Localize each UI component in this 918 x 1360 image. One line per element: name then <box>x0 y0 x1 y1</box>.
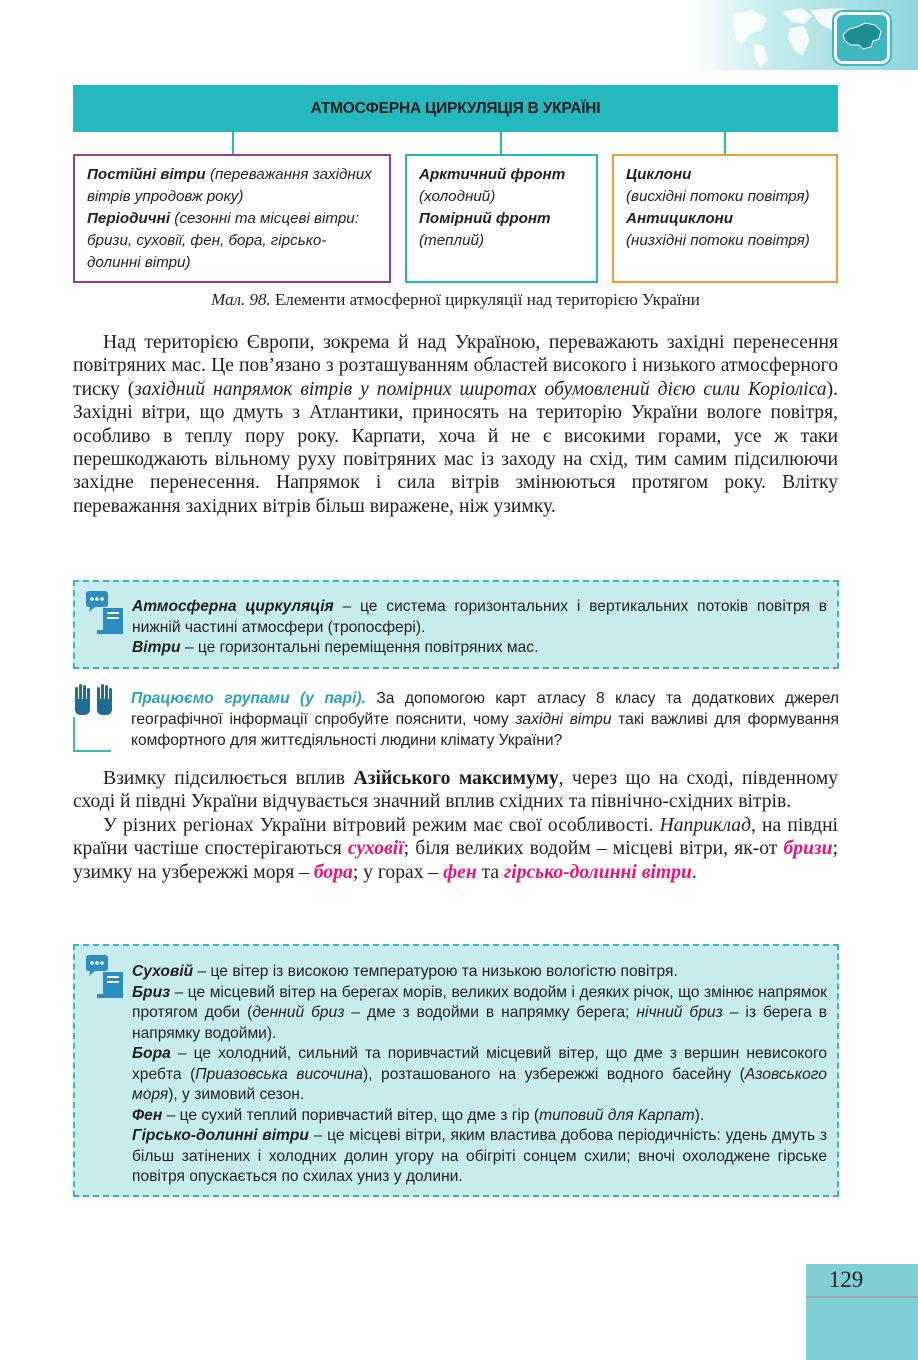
figure-caption: Мал. 98. Елементи атмосферної циркуляції над територією України <box>211 290 700 309</box>
definition-box: Атмосферна циркуляція – це система горизонтальних і вертикальних потоків повітря в нижній частині атмосфери (тропосфері). Вітри – це горизонтальні переміщення повітряних мас. <box>73 580 839 669</box>
speech-book-icon <box>83 954 125 1000</box>
ukraine-map-badge <box>834 12 890 64</box>
body-paragraph: Взимку підсилюється вплив Азійського максимуму, через що на сході, південному сході й півдні України відчувається значний вплив східних та північно-східних вітрів. У різних регіонах України вітровий режим має свої особливості. Наприклад, на півдні країни частіше спостерігаються суховії; біля великих водойм – місцеві вітри, як-от бризи; узимку на узбережжі моря – бора; у горах – фен та гірсько-долинні вітри. <box>73 768 838 883</box>
diagram-box-winds: Постійні вітри (переважання західних вітрів упродовж року) Періодичні (сезонні та місцеві вітри: бризи, суховії, фен, бора, гірсько-долинні вітри) <box>73 154 391 283</box>
term: Постійні вітри <box>87 166 206 183</box>
term: Антициклони <box>626 210 734 227</box>
term: Помірний фронт <box>419 210 551 227</box>
speech-book-icon <box>83 590 125 636</box>
divider <box>73 717 75 751</box>
diagram-box-cyclones: Циклони (висхідні потоки повітря) Антициклони (низхідні потоки повітря) <box>612 154 838 283</box>
diagram-box-fronts: Арктичний фронт (холодний) Помірний фронт (теплий) <box>405 154 598 283</box>
term: Циклони <box>626 166 692 183</box>
connector-line <box>500 132 502 154</box>
ukraine-map-icon <box>837 15 887 61</box>
divider <box>806 1296 918 1298</box>
page-number: 129 <box>828 1267 864 1292</box>
connector-line <box>232 132 234 154</box>
term: Арктичний фронт <box>419 166 566 183</box>
definition-box: Суховій – це вітер із високою температурою та низькою вологістю повітря. Бриз – це місцевий вітер на берегах морів, великих водойм і деяких річок, що змінює напрямок протягом доби (денний бриз – дме з водойми в напрямку берега; нічний бриз – із берега в напрямку водойми). Бора – це холодний, сильний та поривчастий місцевий вітер, що дме з вершин невисокого хребта (Приазовська височина), розташованого на узбережжі водного басейну (Азовського моря), у зимовий сезон. Фен – це сухий теплий поривчастий вітер, що дме з гір (типовий для Карпат). Гірсько-долинні вітри – це місцеві вітри, яким властива добова періодичність: удень дмуть з більш затінених і холодних долин угору на обігріті сонцем схили; вночі охолоджене гірське повітря опускається по схилах униз у долини. <box>73 944 839 1197</box>
diagram-title: АТМОСФЕРНА ЦИРКУЛЯЦІЯ В УКРАЇНІ <box>73 85 838 132</box>
body-paragraph: Над територією Європи, зокрема й над Україною, переважають західні перенесення повітряних мас. Це пов’язано з розташуванням областей високого і низького атмосферного тиску (західний напрямок вітрів у помірних широтах обумовлений дією сили Коріоліса). Західні вітри, що дмуть з Атлантики, приносять на територію України вологе повітря, особливо в теплу пору року. Карпати, хоча й не є високими горами, усе ж таки перешкоджають вільному руху повітряних мас із заходу на схід, тим самим підсилюючи західне перенесення. Напрямок і сила вітрів змінюються протягом року. Влітку переважання західних вітрів більш виражене, ніж узимку. <box>73 332 838 517</box>
term: Періодичні <box>87 210 171 227</box>
raised-hands-icon <box>73 683 117 719</box>
group-task: Працюємо групами (у парі). За допомогою карт атласу 8 класу та додаткових джерел географічної інформації спробуйте пояснити, чому західні вітри такі важливі для формування комфортного для життєдіяльності людини клімату України? <box>73 683 839 757</box>
connector-line <box>724 132 726 154</box>
divider <box>73 750 111 752</box>
